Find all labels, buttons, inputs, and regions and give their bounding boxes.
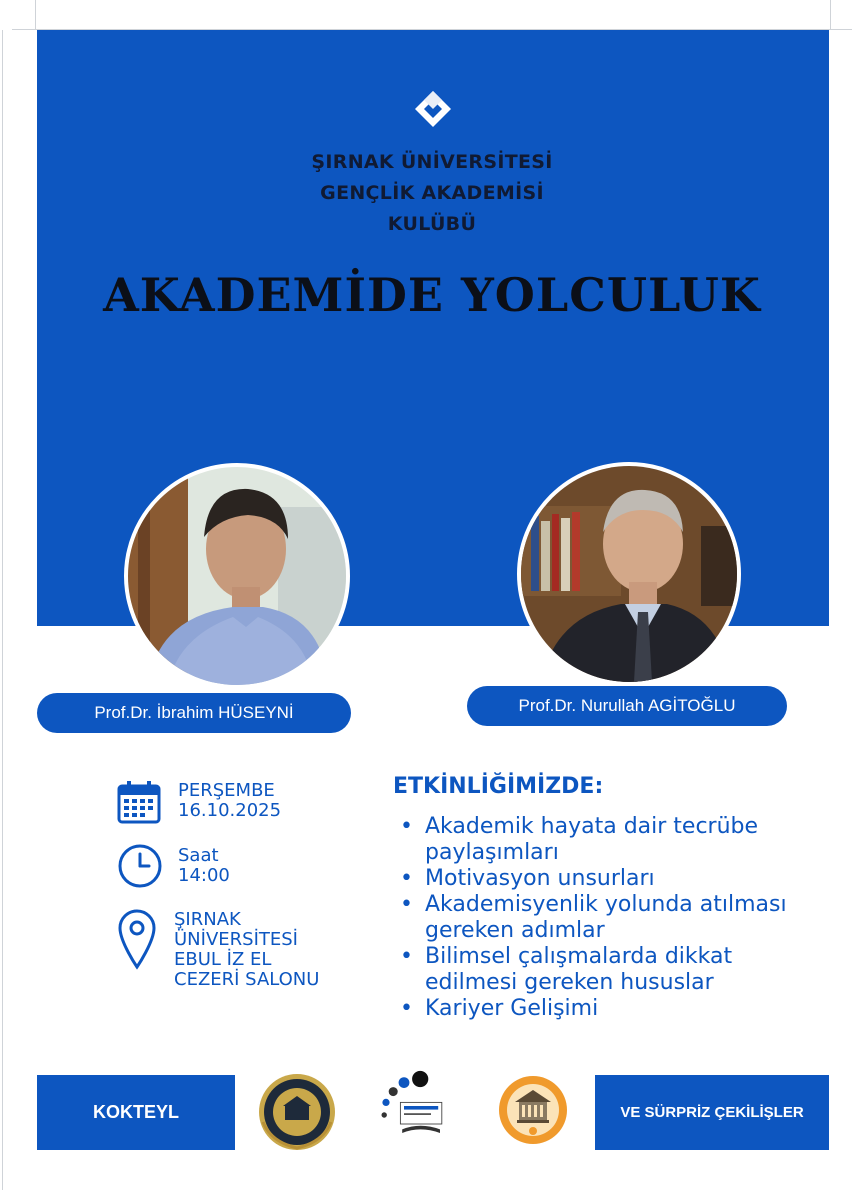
location-pin-icon [117,908,157,970]
footer-right-banner: VE SÜRPRİZ ÇEKİLİŞLER [595,1075,829,1150]
event-time: 14:00 [178,865,230,886]
list-item: • Akademisyenlik yolunda atılması gereken adımlar [400,892,800,944]
list-item: • Kariyer Gelişimi [400,996,800,1022]
activities-list [400,814,800,1022]
club-logo-icon [414,90,452,128]
activities-heading: ETKİNLİĞİMİZDE: [393,774,604,799]
list-item: • Motivasyon unsurları [400,866,800,892]
event-day: PERŞEMBE [178,780,275,801]
frame-line-right [830,0,831,30]
location-line-3: EBUL İZ EL [174,949,272,970]
speaker-photo-1 [124,463,350,689]
speaker-photo-2 [517,462,741,686]
location-line-4: CEZERİ SALONU [174,969,320,990]
list-item: • Bilimsel çalışmalarda dikkat edilmesi gereken hususlar [400,944,800,996]
calendar-icon [117,780,161,824]
location-line-2: ÜNİVERSİTESİ [174,929,298,950]
event-date: 16.10.2025 [178,800,282,821]
frame-line-left [35,0,36,30]
event-title: AKADEMİDE YOLCULUK [103,268,761,322]
university-seal-icon [257,1072,337,1152]
list-item: • Akademik hayata dair tecrübe paylaşımları [400,814,800,866]
partner-seal-icon [497,1074,569,1146]
org-line-1: ŞIRNAK ÜNİVERSİTESİ [311,151,553,173]
speaker-name-1: Prof.Dr. İbrahim HÜSEYNİ [37,693,351,733]
org-line-2: GENÇLİK AKADEMİSİ [320,182,544,204]
academy-logo-icon [377,1068,449,1144]
org-line-3: KULÜBÜ [387,213,477,235]
location-line-1: ŞIRNAK [174,909,241,930]
clock-icon [117,843,163,889]
speaker-name-2: Prof.Dr. Nurullah AGİTOĞLU [467,686,787,726]
frame-line-page-left [2,30,3,1190]
footer-left-banner: KOKTEYL [37,1075,235,1150]
event-time-label: Saat [178,845,219,866]
